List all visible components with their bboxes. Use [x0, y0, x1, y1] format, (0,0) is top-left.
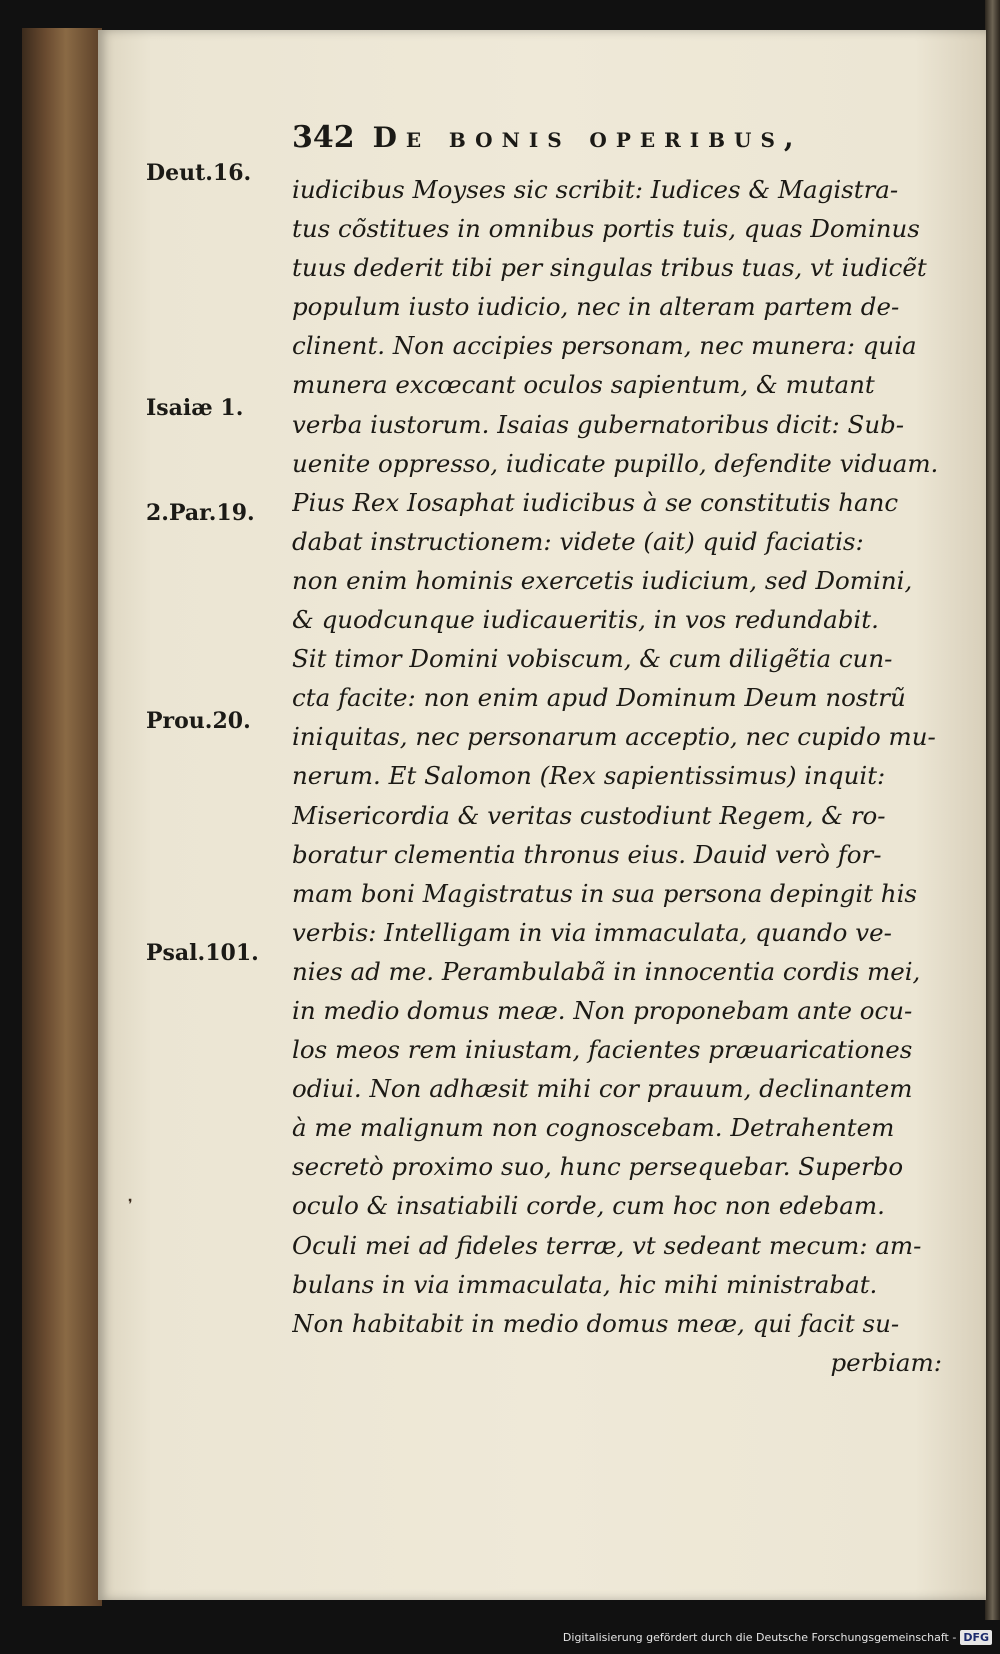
text-line: nies ad me. Perambulabã in innocentia cordis mei, [292, 956, 921, 986]
dfg-logo-icon: DFG [960, 1630, 992, 1645]
page-number: 342 [292, 120, 355, 155]
text-line: Misericordia & veritas custodiunt Regem, & ro- [292, 800, 886, 830]
text-line: Oculi mei ad fideles terræ, vt sedeant mecum: am- [292, 1230, 922, 1260]
ink-mark-icon: ❜ [128, 1197, 133, 1213]
text-line: Pius Rex Iosaphat iudicibus à se constitutis hanc [292, 487, 899, 517]
text-line: iniquitas, nec personarum acceptio, nec cupido mu- [292, 722, 936, 752]
text-line: cta facite: non enim apud Dominum Deum nostrũ [292, 683, 906, 713]
text-line: non enim hominis exercetis iudicium, sed Domini, [292, 565, 913, 595]
text-line: bulans in via immaculata, hic mihi ministrabat. [292, 1269, 878, 1299]
margin-note-isaiae: Isaiæ 1. [146, 395, 244, 421]
book-right-edge [985, 0, 1000, 1620]
text-line: secretò proximo suo, hunc persequebar. Superbo [292, 1152, 904, 1182]
text-line: verbis: Intelligam in via immaculata, quando ve- [292, 917, 892, 947]
text-line: tuus dederit tibi per singulas tribus tuas, vt iudicẽt [292, 253, 927, 283]
book-page-edges [22, 28, 102, 1606]
running-header [292, 120, 942, 166]
margin-note-prouerbia: Prou.20. [146, 708, 251, 734]
text-line: boratur clementia thronus eius. Dauid verò for- [292, 839, 882, 869]
digitization-credit [563, 1626, 992, 1648]
text-line: tus cõstitues in omnibus portis tuis, quas Dominus [292, 214, 920, 244]
text-line: odiui. Non adhæsit mihi cor prauum, declinantem [292, 1074, 913, 1104]
text-line: Non habitabit in medio domus meæ, qui facit su- [292, 1308, 900, 1338]
text-line: mam boni Magistratus in sua persona depingit his [292, 878, 917, 908]
text-line: in medio domus meæ. Non proponebam ante ocu- [292, 995, 913, 1025]
text-line: nerum. Et Salomon (Rex sapientissimus) inquit: [292, 761, 886, 791]
running-title: De bonis operibus, [372, 121, 803, 154]
body-text [292, 170, 942, 1382]
text-line: verba iustorum. Isaias gubernatoribus dicit: Sub- [292, 409, 905, 439]
margin-note-deut: Deut.16. [146, 160, 252, 186]
credit-text: Digitalisierung gefördert durch die Deutsche Forschungsgemeinschaft - [562, 1630, 957, 1644]
text-line: à me malignum non cognoscebam. Detrahentem [292, 1113, 895, 1143]
margin-note-psalmi: Psal.101. [146, 940, 259, 966]
margin-note-paralipomenon: 2.Par.19. [146, 500, 255, 526]
text-line: munera excœcant oculos sapientum, & mutant [292, 370, 875, 400]
text-line: iudicibus Moyses sic scribit: Iudices & Magistra- [292, 175, 899, 204]
text-line: uenite oppresso, iudicate pupillo, defendite viduam. [292, 448, 939, 478]
text-line: los meos rem iniustam, facientes præuaricationes [292, 1035, 913, 1065]
text-line: populum iusto iudicio, nec in alteram partem de- [292, 292, 900, 322]
text-line: dabat instructionem: videte (ait) quid faciatis: [292, 526, 864, 556]
text-line: oculo & insatiabili corde, cum hoc non edebam. [292, 1191, 885, 1221]
text-line: clinent. Non accipies personam, nec munera: quia [292, 331, 917, 361]
catchword: perbiam: [830, 1347, 942, 1377]
text-line: & quodcunque iudicaueritis, in vos redundabit. [292, 605, 879, 635]
text-line: Sit timor Domini vobiscum, & cum diligẽtia cun- [292, 644, 893, 674]
